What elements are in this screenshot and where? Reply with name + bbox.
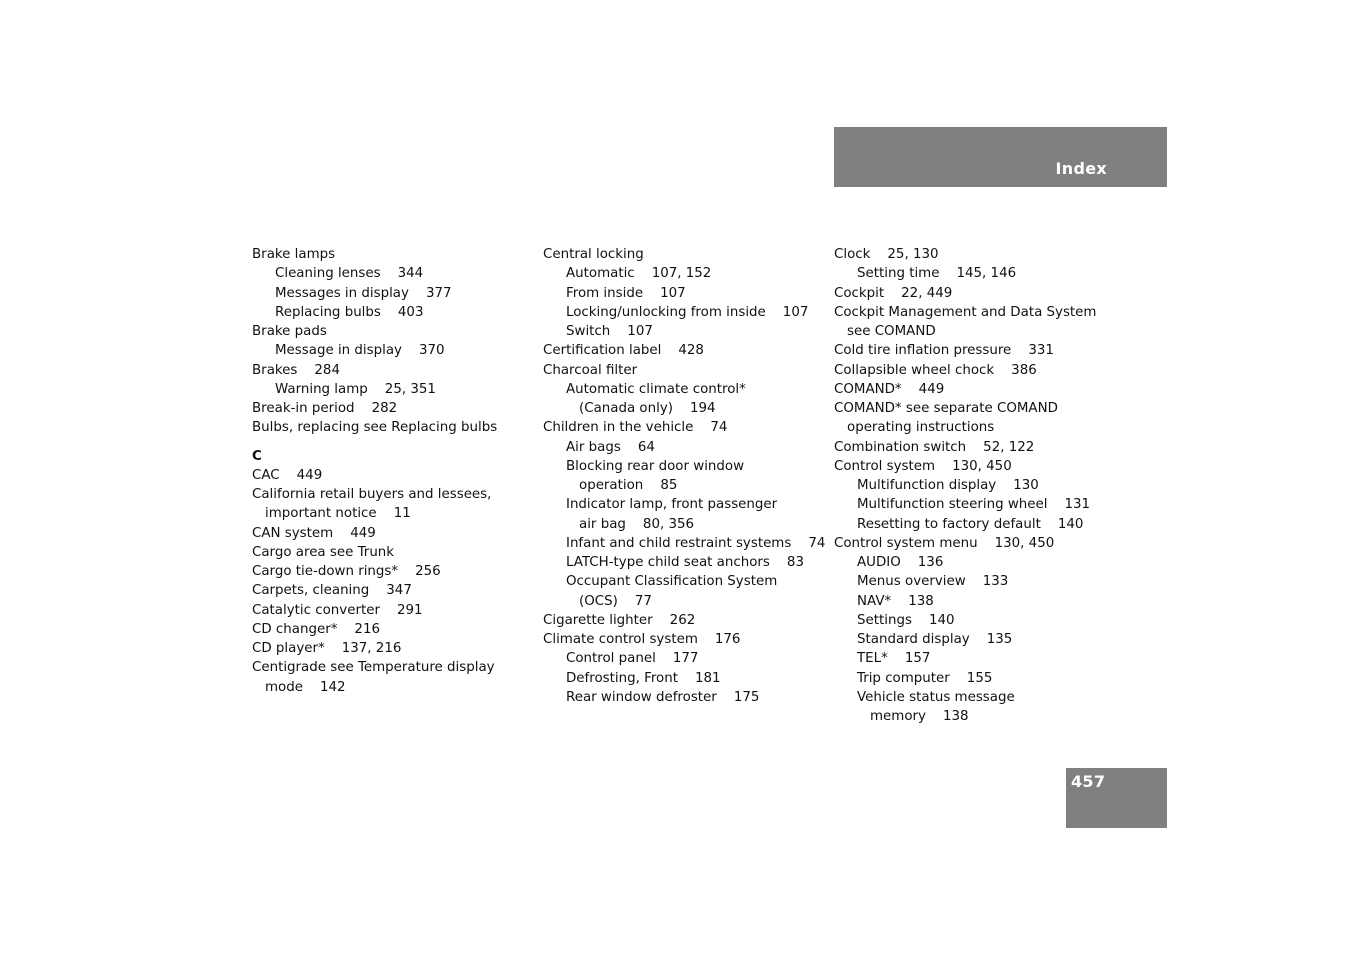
index-entry: Centigrade see Temperature display bbox=[252, 660, 495, 676]
index-entry: Collapsible wheel chock 386 bbox=[834, 362, 1037, 378]
index-entry: Settings 140 bbox=[857, 612, 955, 628]
index-entry: Indicator lamp, front passenger bbox=[566, 497, 778, 513]
index-entry: Rear window defroster 175 bbox=[566, 689, 760, 705]
index-entry: LATCH-type child seat anchors 83 bbox=[566, 555, 804, 570]
index-entry: Cockpit 22, 449 bbox=[834, 285, 953, 301]
index-entry: Cigarette lighter 262 bbox=[543, 612, 696, 628]
index-entry: CD changer* 216 bbox=[252, 621, 380, 637]
index-entry: Standard display 135 bbox=[857, 632, 1013, 647]
index-entry: Switch 107 bbox=[566, 324, 653, 339]
index-column-3 bbox=[834, 245, 1114, 726]
index-entry: Brakes 284 bbox=[252, 362, 340, 378]
index-entry: COMAND* see separate COMAND bbox=[834, 401, 1058, 416]
index-entry: operating instructions bbox=[847, 420, 995, 436]
index-entry: Clock 25, 130 bbox=[834, 247, 939, 262]
index-column-1 bbox=[252, 245, 532, 697]
index-entry: operation 85 bbox=[579, 478, 678, 493]
index-entry: Defrosting, Front 181 bbox=[566, 670, 721, 686]
index-entry: Control system 130, 450 bbox=[834, 458, 1012, 474]
index-entry: Climate control system 176 bbox=[543, 632, 741, 647]
index-entry: TEL* 157 bbox=[857, 651, 931, 667]
index-entry: Messages in display 377 bbox=[275, 285, 452, 301]
index-entry: Cargo area see Trunk bbox=[252, 544, 395, 560]
index-entry: (Canada only) 194 bbox=[579, 401, 716, 416]
index-entry: mode 142 bbox=[265, 679, 346, 695]
index-entry: Vehicle status message bbox=[857, 689, 1015, 705]
index-entry: memory 138 bbox=[870, 709, 969, 724]
index-entry: From inside 107 bbox=[566, 285, 686, 301]
index-entry: CD player* 137, 216 bbox=[252, 641, 402, 656]
index-entry: Break-in period 282 bbox=[252, 401, 398, 416]
index-entry: Automatic 107, 152 bbox=[566, 266, 712, 282]
index-entry: Occupant Classification System bbox=[566, 574, 778, 590]
index-entry: Central locking bbox=[543, 247, 644, 262]
index-entry: CAC 449 bbox=[252, 467, 323, 483]
index-entry: California retail buyers and lessees, bbox=[252, 487, 492, 502]
index-entry: see COMAND bbox=[847, 324, 936, 339]
index-entry: Locking/unlocking from inside 107 bbox=[566, 304, 809, 320]
index-entry: Cold tire inflation pressure 331 bbox=[834, 343, 1054, 359]
index-entry: Cleaning lenses 344 bbox=[275, 266, 424, 282]
index-entry: AUDIO 136 bbox=[857, 555, 944, 570]
index-entry: Brake lamps bbox=[252, 247, 336, 262]
index-entry: Blocking rear door window bbox=[566, 458, 745, 474]
index-column-2 bbox=[543, 245, 826, 707]
index-entry: Children in the vehicle 74 bbox=[543, 420, 728, 436]
index-entry: Automatic climate control* bbox=[566, 381, 746, 397]
index-entry: Bulbs, replacing see Replacing bulbs bbox=[252, 420, 498, 436]
index-entry: Cargo tie-down rings* 256 bbox=[252, 564, 441, 579]
page-number-box bbox=[1066, 768, 1167, 828]
index-entry: Control system menu 130, 450 bbox=[834, 535, 1055, 551]
index-entry: Message in display 370 bbox=[275, 343, 445, 359]
index-entry: Infant and child restraint systems 74 bbox=[566, 535, 826, 551]
index-entry: air bag 80, 356 bbox=[579, 516, 695, 532]
index-entry: Setting time 145, 146 bbox=[857, 266, 1017, 282]
index-entry: Control panel 177 bbox=[566, 651, 699, 667]
index-entry: CAN system 449 bbox=[252, 525, 376, 541]
section-title: Index bbox=[1055, 159, 1107, 178]
index-entry: Menus overview 133 bbox=[857, 574, 1009, 590]
index-entry: Multifunction display 130 bbox=[857, 478, 1039, 493]
index-entry: Warning lamp 25, 351 bbox=[275, 381, 436, 397]
index-entry: Catalytic converter 291 bbox=[252, 602, 423, 618]
index-entry: Trip computer 155 bbox=[857, 670, 993, 686]
index-entry: Multifunction steering wheel 131 bbox=[857, 497, 1091, 513]
index-entry: Combination switch 52, 122 bbox=[834, 439, 1035, 455]
index-entry: Air bags 64 bbox=[566, 439, 655, 455]
index-entry: COMAND* 449 bbox=[834, 381, 945, 397]
index-entry: Carpets, cleaning 347 bbox=[252, 583, 412, 599]
index-entry: (OCS) 77 bbox=[579, 593, 652, 609]
section-header-bar bbox=[834, 127, 1167, 187]
index-entry: important notice 11 bbox=[265, 506, 411, 522]
index-entry: Charcoal filter bbox=[543, 362, 638, 378]
page-number: 457 bbox=[1071, 772, 1106, 791]
index-entry: Cockpit Management and Data System bbox=[834, 304, 1097, 320]
index-entry: Certification label 428 bbox=[543, 343, 704, 359]
index-entry: Replacing bulbs 403 bbox=[275, 304, 424, 320]
index-entry: Brake pads bbox=[252, 324, 327, 339]
index-entry: NAV* 138 bbox=[857, 593, 934, 609]
index-entry: Resetting to factory default 140 bbox=[857, 516, 1084, 532]
index-letter-heading: C bbox=[252, 448, 262, 464]
